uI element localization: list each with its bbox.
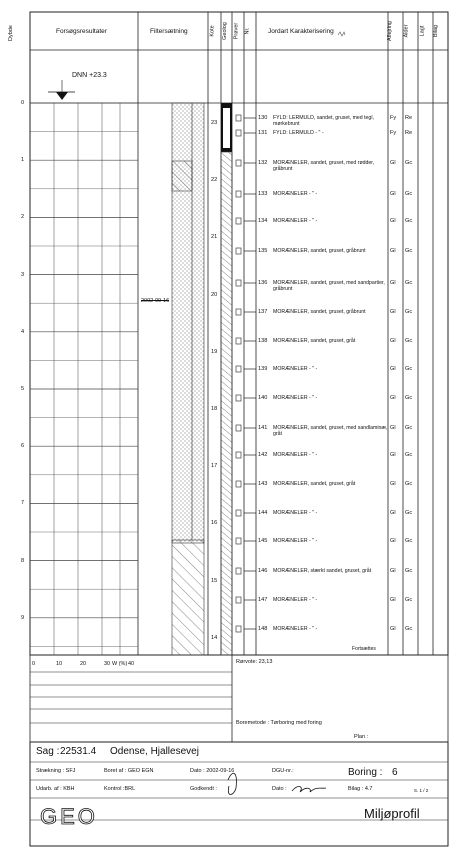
depth-label: 2: [21, 214, 25, 221]
sample-alder: Gc: [405, 395, 413, 401]
sample-description: MORÆNELER, sandet, gruset, med rødder, gråbrunt: [273, 160, 375, 172]
sample-description: MORÆNELER, sandet, gruset, gråbrunt: [273, 248, 366, 254]
dnn-label: DNN +23.3: [72, 72, 107, 79]
sample-marker: [236, 425, 241, 431]
sample-alder: Gc: [405, 538, 413, 544]
filter-date-label: 2002-09-16: [141, 298, 170, 304]
header-filtersaetning: Filtersætning: [150, 28, 188, 35]
kote-label: 21: [211, 234, 218, 241]
sample-description: MORÆNELER - " -: [273, 597, 318, 603]
sample-description: MORÆNELER, sandet, gruset, gråt: [273, 481, 356, 487]
boring-label: Boring :: [348, 767, 383, 778]
udarb-af: Udarb. af : KBH: [36, 786, 75, 792]
sample-marker: [236, 481, 241, 487]
sample-aflejring: Gl: [390, 481, 396, 487]
sample-marker: [236, 248, 241, 254]
sample-alder: Gc: [405, 248, 413, 254]
header-lagt: Lagt: [419, 25, 426, 37]
sample-number: 130: [258, 115, 268, 121]
sample-number: 139: [258, 366, 268, 372]
sample-alder: Gc: [405, 160, 413, 166]
sample-number: 133: [258, 191, 268, 197]
sample-alder: Gc: [405, 481, 413, 487]
sample-description: MORÆNELER, sandet, gruset, med sandlaminæ, gråt: [273, 425, 388, 437]
sample-marker: [236, 510, 241, 516]
sample-alder: Gc: [405, 452, 413, 458]
kote-label: 14: [211, 634, 218, 641]
depth-label: 3: [21, 271, 25, 278]
sample-number: 138: [258, 338, 268, 344]
sample-alder: Re: [405, 115, 413, 121]
straekning: Strækning : SFJ: [36, 768, 76, 774]
depth-label: 6: [21, 443, 25, 450]
sample-aflejring: Gl: [390, 510, 396, 516]
sample-description: FYLD: LERMULD - " -: [273, 130, 324, 136]
depth-label: 0: [21, 100, 25, 106]
depth-label: 4: [21, 328, 25, 335]
sample-number: 142: [258, 452, 268, 458]
boret-af: Boret af : GEO EGN: [104, 768, 154, 774]
sample-number: 146: [258, 568, 268, 574]
sample-marker: [236, 130, 241, 136]
sample-aflejring: Gl: [390, 538, 396, 544]
header-geolog: Geolog: [221, 22, 228, 40]
sample-number: 145: [258, 538, 268, 544]
w-axis-tick: 30: [104, 661, 111, 667]
sample-alder: Gc: [405, 309, 413, 315]
sample-alder: Gc: [405, 568, 413, 574]
kote-label: 19: [211, 348, 218, 355]
sample-marker: [236, 568, 241, 574]
sample-number: 143: [258, 481, 268, 487]
sample-marker: [236, 191, 241, 197]
sample-number: 137: [258, 309, 268, 315]
profile-title: Miljøprofil: [364, 806, 420, 821]
sample-number: 141: [258, 425, 268, 431]
sample-description: MORÆNELER - " -: [273, 218, 318, 224]
sample-marker: [236, 309, 241, 315]
header-proever: Prøver: [233, 22, 240, 40]
sample-marker: [236, 338, 241, 344]
kontrol: Kontrol :BRL: [104, 786, 136, 792]
sample-number: 148: [258, 626, 268, 632]
kote-label: 22: [211, 177, 218, 184]
w-axis-tick: 10: [56, 661, 63, 667]
w-axis-tick: 20: [80, 661, 87, 667]
sample-aflejring: Gl: [390, 395, 396, 401]
sample-aflejring: Fy: [390, 115, 397, 121]
sample-alder: Gc: [405, 366, 413, 372]
kote-label: 16: [211, 520, 218, 527]
sample-alder: Gc: [405, 338, 413, 344]
sample-alder: Gc: [405, 218, 413, 224]
kote-label: 23: [211, 120, 218, 126]
sample-description: MORÆNELER, stærkt sandet, gruset, gråt: [273, 568, 372, 574]
sample-description: MORÆNELER - " -: [273, 191, 318, 197]
sample-description: MORÆNELER - " -: [273, 452, 318, 458]
sample-number: 135: [258, 248, 268, 254]
header-kote: Kote: [209, 25, 216, 37]
dato-1: Dato : 2002-09-16: [190, 768, 235, 774]
sample-description: MORÆNELER - " -: [273, 395, 318, 401]
sample-description: MORÆNELER, sandet, gruset, gråbrunt: [273, 309, 366, 315]
dgu-nr: DGU-nr.:: [272, 768, 294, 774]
sample-aflejring: Gl: [390, 568, 396, 574]
sample-number: 147: [258, 597, 268, 603]
sample-aflejring: Gl: [390, 191, 396, 197]
sample-description: MORÆNELER, sandet, gruset, gråt: [273, 338, 356, 344]
sample-description: MORÆNELER - " -: [273, 626, 318, 632]
plan-label: Plan :: [354, 734, 369, 740]
sample-alder: Re: [405, 130, 413, 136]
godkendt: Godkendt :: [190, 786, 217, 792]
sample-aflejring: Gl: [390, 309, 396, 315]
sample-alder: Gc: [405, 280, 413, 286]
sample-marker: [236, 115, 241, 121]
sample-aflejring: Gl: [390, 338, 396, 344]
w-axis-tick: 0: [32, 661, 36, 667]
sample-alder: Gc: [405, 626, 413, 632]
depth-label: 5: [21, 386, 25, 392]
header-jordart: Jordart Karakterisering: [268, 28, 334, 35]
sample-aflejring: Fy: [390, 130, 397, 136]
depth-label: 9: [21, 614, 25, 621]
header-alder: Alder: [403, 24, 410, 38]
header-bilag: Bilag: [433, 24, 440, 38]
sample-number: 134: [258, 218, 268, 224]
boring-number: 6: [392, 767, 398, 778]
sample-aflejring: Gl: [390, 160, 396, 166]
location: Odense, Hjallesevej: [110, 746, 199, 757]
sample-number: 144: [258, 510, 268, 516]
kote-label: 18: [211, 406, 218, 412]
sag-label: Sag :: [36, 746, 60, 757]
sample-marker: [236, 452, 241, 458]
sample-description: MORÆNELER, sandet, gruset, med sandpartier, gråbrunt: [273, 280, 385, 292]
kote-label: 15: [211, 577, 218, 584]
sample-marker: [236, 366, 241, 372]
sag-number: 22531.4: [60, 746, 97, 757]
dato-2: Dato :: [272, 786, 287, 792]
header-forsoegsresultater: Forsøgsresultater: [56, 28, 107, 35]
sample-alder: Gc: [405, 425, 413, 431]
header-dybde: Dybde: [7, 25, 14, 41]
boremetode: Boremetode : Tørboring med foring: [236, 720, 322, 726]
sample-alder: Gc: [405, 510, 413, 516]
sample-marker: [236, 218, 241, 224]
sample-number: 131: [258, 130, 268, 136]
sample-number: 132: [258, 160, 268, 166]
sample-number: 136: [258, 280, 268, 286]
w-axis-label: W (%): [112, 661, 128, 667]
sample-marker: [236, 597, 241, 603]
sample-alder: Gc: [405, 597, 413, 603]
sample-marker: [236, 280, 241, 286]
fortsaettes-label: Fortsættes: [352, 646, 376, 652]
sample-description: FYLD: LERMULD, sandet, gruset, med tegl, mørkebrunt: [273, 115, 374, 127]
sample-aflejring: Gl: [390, 626, 396, 632]
sample-marker: [236, 395, 241, 401]
depth-label: 8: [21, 557, 25, 564]
sample-aflejring: Gl: [390, 280, 396, 286]
sample-alder: Gc: [405, 191, 413, 197]
sample-number: 140: [258, 395, 268, 401]
sample-aflejring: Gl: [390, 218, 396, 224]
sample-aflejring: Gl: [390, 366, 396, 372]
header-aflejring: Aflejring: [386, 21, 393, 41]
sample-marker: [236, 160, 241, 166]
sample-aflejring: Gl: [390, 452, 396, 458]
geo-logo: GEO: [40, 804, 98, 829]
w-axis-tick: 40: [128, 661, 135, 667]
sample-marker: [236, 626, 241, 632]
sample-description: MORÆNELER - " -: [273, 510, 318, 516]
roervote: Rørvote: 23,13: [236, 659, 273, 665]
kote-label: 17: [211, 463, 218, 470]
sample-aflejring: Gl: [390, 425, 396, 431]
sample-aflejring: Gl: [390, 248, 396, 254]
bilag-nr: Bilag : 4.7: [348, 786, 373, 792]
sample-description: MORÆNELER - " -: [273, 538, 318, 544]
kote-label: 20: [211, 291, 218, 298]
header-nr: Nr.: [244, 27, 251, 35]
sheet-page: S. 1 / 2: [414, 788, 429, 793]
depth-label: 1: [21, 157, 25, 164]
sample-description: MORÆNELER - " -: [273, 366, 318, 372]
sample-aflejring: Gl: [390, 597, 396, 603]
sample-marker: [236, 538, 241, 544]
depth-label: 7: [21, 500, 25, 507]
